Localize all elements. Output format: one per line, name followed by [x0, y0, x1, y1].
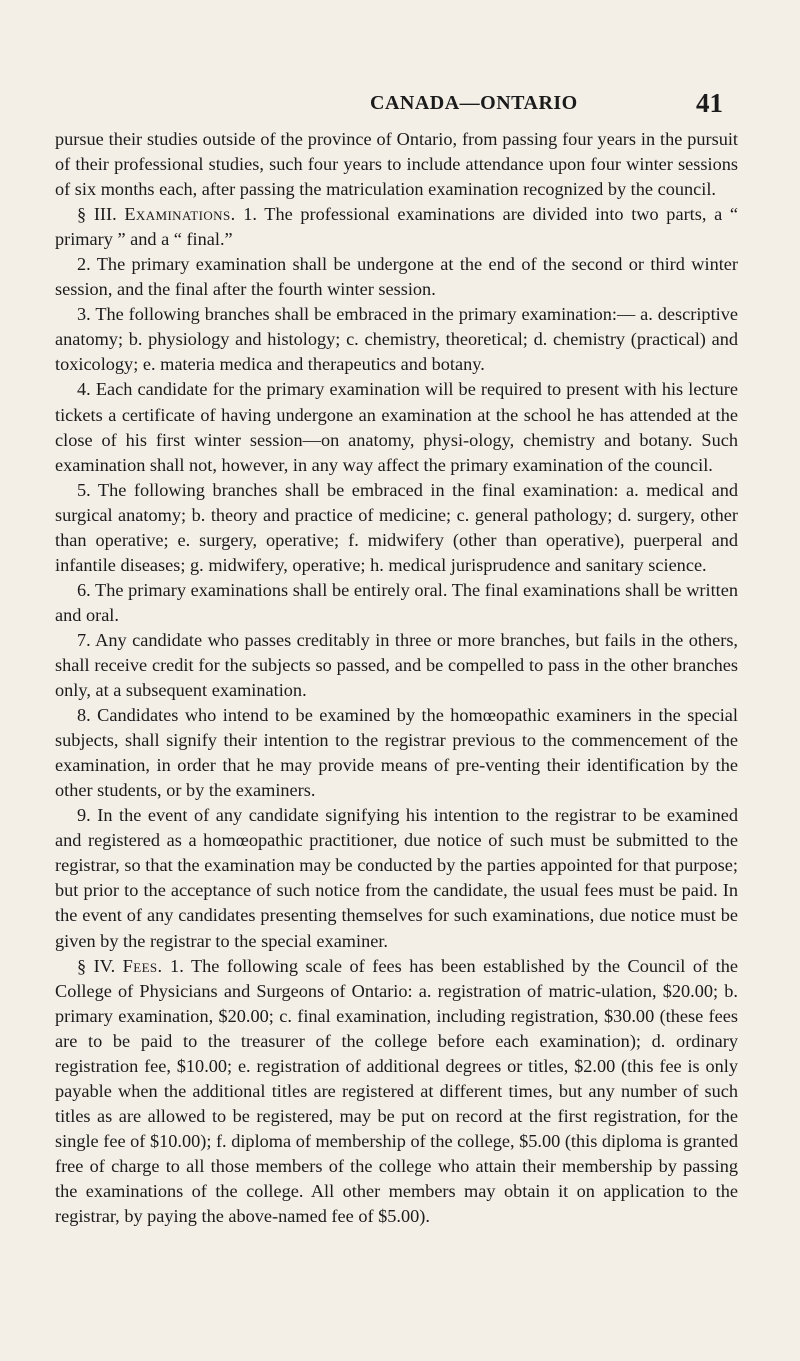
section-number: § IV.	[77, 955, 116, 976]
paragraph-4: 4. Each candidate for the primary examination will be required to present with his lecture tickets a certificate of having undergone an examination at the school he has attended at the close of his first winter session—on anatomy, physi-ology, chemistry and botany. Such examination shall not, however, in any way affect the primary examination of the council.	[55, 379, 738, 475]
paragraph-2: 2. The primary examination shall be undergone at the end of the second or third winter session, and the final after the fourth winter session.	[55, 254, 738, 300]
body-text	[55, 127, 738, 1229]
section-number: § III.	[77, 204, 117, 225]
paragraph-8: 8. Candidates who intend to be examined by the homœopathic examiners in the special subjects, shall signify their intention to the registrar previous to the commencement of the examination, in order that he may provide means of pre-venting their identification by the other students, or by the examiners.	[55, 705, 738, 801]
running-header	[0, 88, 800, 128]
section-iv-fees: § IV. Fees. 1. The following scale of fees has been established by the Council of the College of Physicians and Surgeons of Ontario: a. registration of matric-ulation, $20.00; b. primary examination, $20.00; c. final examination, including registration, $30.00 (these fees are to be paid to the treasurer of the college before each examination); d. ordinary registration fee, $10.00; e. registration of additional degrees or titles, $2.00 (this fee is only payable when the additional titles are registered at different times, but any number of such titles as are allowed to be registered, may be put on record at the first registration, for the single fee of $10.00); f. diploma of membership of the college, $5.00 (this diploma is granted free of charge to all those members of the college who attain their membership by passing the examinations of the college. All other members may obtain it on application to the registrar, by paying the above-named fee of $5.00).	[55, 955, 738, 1227]
paragraph-5: 5. The following branches shall be embraced in the final examination: a. medical and surgical anatomy; b. theory and practice of medicine; c. general pathology; d. surgery, other than operative; e. surgery, operative; f. midwifery (other than operative), puerperal and infantile diseases; g. midwifery, operative; h. medical jurisprudence and sanitary science.	[55, 479, 738, 575]
page-number: 41	[696, 88, 723, 118]
paragraph-6: 6. The primary examinations shall be entirely oral. The final examinations shall be written and oral.	[55, 579, 738, 625]
paragraph-7: 7. Any candidate who passes creditably in three or more branches, but fails in the others, shall receive credit for the subjects so passed, and be compelled to pass in the other branches only, at a subsequent examination.	[55, 629, 738, 701]
section-heading: Examinations.	[124, 204, 236, 225]
section-heading: Fees.	[122, 955, 163, 976]
paragraph-continuation: pursue their studies outside of the province of Ontario, from passing four years in the pursuit of their professional studies, such four years to include attendance upon four winter sessions of six months each, after passing the matriculation examination recognized by the council.	[55, 129, 738, 200]
paragraph-9: 9. In the event of any candidate signifying his intention to the registrar to be examined and registered as a homœopathic practitioner, due notice of such must be submitted to the registrar, so that the examination may be conducted by the parties appointed for that purpose; but prior to the acceptance of such notice from the candidate, the usual fees must be paid. In the event of any candidates presenting themselves for such examinations, due notice must be given by the registrar to the special examiner.	[55, 805, 738, 951]
running-header-title: CANADA—ONTARIO	[370, 92, 578, 114]
paragraph-3: 3. The following branches shall be embraced in the primary examination:— a. descriptive anatomy; b. physiology and histology; c. chemistry, theoretical; d. chemistry (practical) and toxicology; e. materia medica and therapeutics and botany.	[55, 304, 738, 375]
section-iii-examinations: § III. Examinations. 1. The professional examinations are divided into two parts, a “ primary ” and a “ final.”	[55, 204, 739, 250]
